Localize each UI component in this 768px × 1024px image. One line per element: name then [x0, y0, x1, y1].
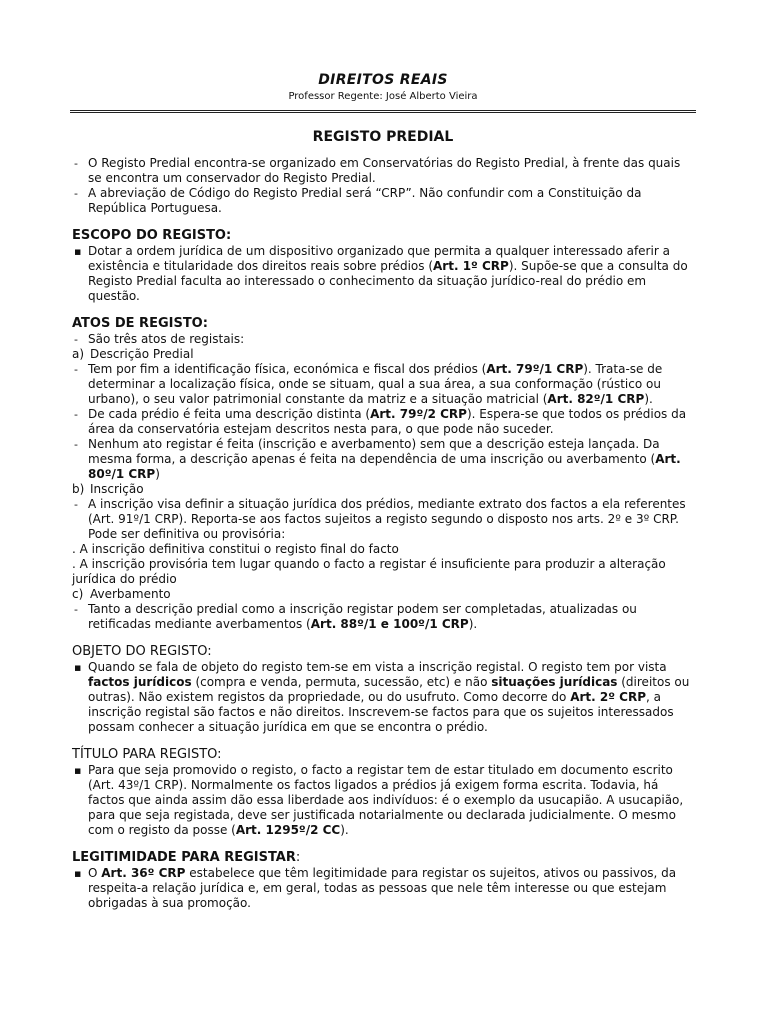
list-item: - São três atos de registais:: [74, 332, 245, 346]
titulo-list: [72, 763, 694, 838]
legitimidade-list: [72, 866, 694, 911]
list-item: - A abreviação de Código do Registo Predial será “CRP”. Não confundir com a Constituição da República Portuguesa.: [74, 186, 642, 215]
list-item: - Nenhum ato registar é feita (inscrição e averbamento) sem que a descrição esteja lançada. Da mesma forma, a descrição apenas é feita na dependência de uma inscrição ou averbamento (Art. 80º/1 CRP): [74, 437, 681, 481]
dash-bullet-icon: -: [74, 363, 78, 376]
escopo-heading: ESCOPO DO REGISTO:: [72, 228, 232, 243]
list-item: ▪ Para que seja promovido o registo, o facto a registar tem de estar titulado em documento escrito (Art. 43º/1 CRP). Normalmente os factos ligados a prédios já exigem forma escrita. Todavia, há factos que ainda assim dão essa liberdade aos indivíduos: é o exemplo da usucapião. A usucapião, para que seja registada, deve ser justificada notarialmente ou declarada judicialmente. O mesmo com o registo da posse (Art. 1295º/2 CC).: [74, 763, 684, 837]
section-title: REGISTO PREDIAL: [312, 129, 454, 145]
inscricao-provisoria: . A inscrição provisória tem lugar quando o facto a registar é insuficiente para produzir a alteração jurídica do prédio: [72, 557, 666, 586]
list-item: - Tem por fim a identificação física, económica e fiscal dos prédios (Art. 79º/1 CRP). Trata-se de determinar a localização física, onde se situam, qual a sua área, a sua conformação (rústico ou urbano), o seu valor patrimonial constante da matriz e a situação matricial (Art. 82º/1 CRP).: [74, 362, 663, 406]
square-bullet-icon: ▪: [74, 661, 82, 674]
list-item: - De cada prédio é feita uma descrição distinta (Art. 79º/2 CRP). Espera-se que todos os prédios da área da conservatória estejam descritos nesta para, o que pode não suceder.: [74, 407, 687, 436]
dash-bullet-icon: -: [74, 438, 78, 451]
descricao-list: [72, 362, 694, 482]
intro-list: [72, 156, 694, 216]
header-divider: [70, 110, 696, 113]
atos-item-b: b) Inscrição: [72, 482, 144, 496]
objeto-heading: OBJETO DO REGISTO:: [72, 644, 212, 659]
dash-bullet-icon: -: [74, 187, 78, 200]
document-title: DIREITOS REAIS: [318, 72, 448, 88]
atos-list: [72, 332, 694, 347]
escopo-list: [72, 244, 694, 304]
dash-bullet-icon: -: [74, 498, 78, 511]
objeto-list: [72, 660, 694, 735]
atos-heading: ATOS DE REGISTO:: [72, 316, 208, 331]
list-item: - A inscrição visa definir a situação jurídica dos prédios, mediante extrato dos factos a ela referentes (Art. 91º/1 CRP). Reporta-se aos factos sujeitos a registo segundo o disposto nos arts. 2º e 3º CRP. Pode ser definitiva ou provisória:: [74, 497, 686, 541]
square-bullet-icon: ▪: [74, 867, 82, 880]
titulo-heading: TÍTULO PARA REGISTO:: [72, 747, 222, 762]
dash-bullet-icon: -: [74, 603, 78, 616]
square-bullet-icon: ▪: [74, 764, 82, 777]
list-item: - Tanto a descrição predial como a inscrição registar podem ser completadas, atualizadas ou retificadas mediante averbamentos (Art. 88º/1 e 100º/1 CRP).: [74, 602, 637, 631]
square-bullet-icon: ▪: [74, 245, 82, 258]
list-item: ▪ Dotar a ordem jurídica de um dispositivo organizado que permita a qualquer interessado aferir a existência e titularidade dos direitos reais sobre prédios (Art. 1º CRP). Supõe-se que a consulta do Registo Predial faculta ao interessado o conhecimento da situação jurídico-real do prédio em questão.: [74, 244, 688, 303]
dash-bullet-icon: -: [74, 157, 78, 170]
dash-bullet-icon: -: [74, 408, 78, 421]
atos-item-c: c) Averbamento: [72, 587, 171, 601]
averbamento-list: [72, 602, 694, 632]
document-header: [72, 72, 694, 103]
document-subtitle: Professor Regente: José Alberto Vieira: [288, 91, 478, 102]
inscricao-list: [72, 497, 694, 542]
dash-bullet-icon: -: [74, 333, 78, 346]
list-item: - O Registo Predial encontra-se organizado em Conservatórias do Registo Predial, à frente das quais se encontra um conservador do Registo Predial.: [74, 156, 681, 185]
atos-item-a: a) Descrição Predial: [72, 347, 194, 361]
list-item: ▪ Quando se fala de objeto do registo tem-se em vista a inscrição registal. O registo tem por vista factos jurídicos (compra e venda, permuta, sucessão, etc) e não situações jurídicas (direitos ou outras). Não existem registos da propriedade, ou do usufruto. Como decorre do Art. 2º CRP, a inscrição registal são factos e não direitos. Inscrevem-se factos para que os sujeitos interessados possam conhecer a situação jurídica em que se encontra o prédio.: [74, 660, 690, 734]
list-item: ▪ O Art. 36º CRP estabelece que têm legitimidade para registar os sujeitos, ativos ou passivos, da respeita-a relação jurídica e, em geral, todas as pessoas que nele têm interesse ou que estejam obrigadas à sua promoção.: [74, 866, 677, 910]
legitimidade-heading: LEGITIMIDADE PARA REGISTAR:: [72, 850, 301, 865]
inscricao-definitiva: . A inscrição definitiva constitui o registo final do facto: [72, 542, 399, 556]
